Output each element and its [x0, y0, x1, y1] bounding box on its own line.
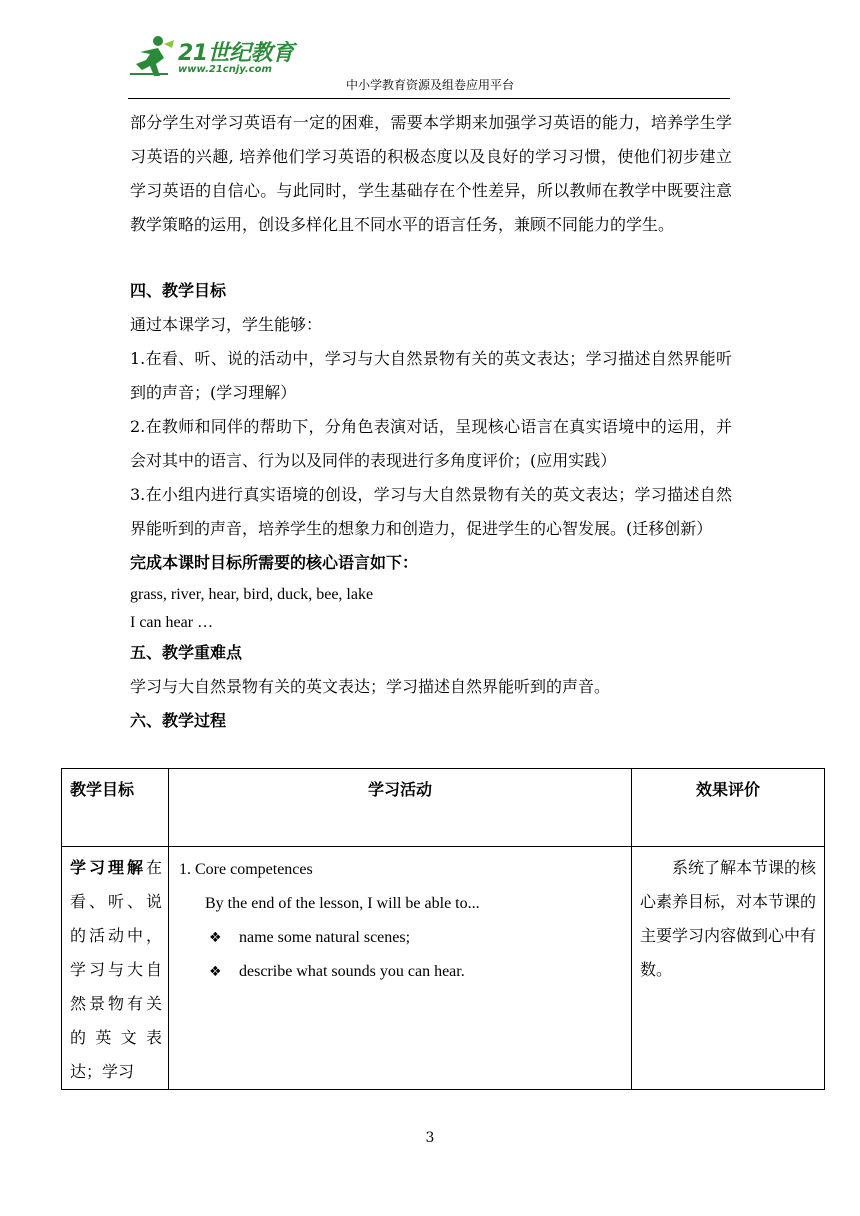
header-divider [128, 98, 730, 99]
header-goal: 教学目标 [62, 769, 169, 847]
section6-heading: 六、教学过程 [130, 711, 227, 730]
core-sentence: I can hear … [130, 614, 214, 631]
section4-heading: 四、教学目标 [130, 281, 227, 300]
activity-title: 1. Core competences [179, 861, 313, 878]
activity-bullet: ❖ name some natural scenes; [179, 921, 623, 955]
goal-category: 学习理解 [70, 858, 146, 877]
logo-url: www.21cnjy.com [178, 64, 272, 75]
section-objectives [130, 274, 732, 738]
diamond-bullet-icon: ❖ [209, 964, 222, 980]
vocab-list: grass, river, hear, bird, duck, bee, lake [130, 586, 374, 603]
activity-lead: By the end of the lesson, I will be able to... [205, 895, 480, 912]
page-number: 3 [425, 1130, 435, 1146]
activity-bullet: ❖ describe what sounds you can hear. [179, 955, 623, 989]
runner-logo-icon [128, 34, 176, 78]
header-evaluation: 效果评价 [632, 769, 825, 847]
page-header [0, 0, 860, 100]
evaluation-cell [632, 847, 825, 1090]
goal-item: 2.在教师和同伴的帮助下，分角色表演对话，呈现核心语言在真实语境中的运用，并会对其中的语言、行为以及同伴的表现进行多角度评价；(应用实践） [130, 417, 732, 470]
intro-paragraph: 部分学生对学习英语有一定的困难，需要本学期来加强学习英语的能力，培养学生学习英语的兴趣, 培养他们学习英语的积极态度以及良好的学习习惯，使他们初步建立学习英语的自信心。与此同时，学生基础存在个性差异，所以教师在教学中既要注意教学策略的运用，创设多样化且不同水平的语言任务，兼顾不同能力的学生。 [130, 113, 732, 234]
logo-title: 21世纪教育 [178, 41, 294, 66]
core-language-heading: 完成本课时目标所需要的核心语言如下： [130, 553, 419, 572]
header-subtitle: 中小学教育资源及组卷应用平台 [345, 78, 514, 92]
diamond-bullet-icon: ❖ [209, 930, 222, 946]
goal-cell [62, 847, 169, 1090]
intro-section [130, 106, 732, 242]
evaluation-text: 系统了解本节课的核心素养目标，对本节课的主要学习内容做到心中有数。 [640, 858, 817, 979]
goal-item: 1.在看、听、说的活动中，学习与大自然景物有关的英文表达；学习描述自然界能听到的声音；(学习理解） [130, 349, 732, 402]
section4-lead: 通过本课学习，学生能够： [130, 315, 323, 334]
goal-item: 3.在小组内进行真实语境的创设，学习与大自然景物有关的英文表达；学习描述自然界能听到的声音，培养学生的想象力和创造力，促进学生的心智发展。(迁移创新） [130, 485, 732, 538]
header-activity: 学习活动 [169, 769, 632, 847]
activity-cell [169, 847, 632, 1090]
section5-text: 学习与大自然景物有关的英文表达；学习描述自然界能听到的声音。 [130, 677, 611, 696]
table-header-row [62, 769, 825, 847]
table-row [62, 847, 825, 1090]
goal-description: 在看、听、说的活动中，学习与大自然景物有关的英文表达；学习 [70, 858, 162, 1081]
teaching-process-table [61, 768, 825, 1090]
section5-heading: 五、教学重难点 [130, 643, 243, 662]
